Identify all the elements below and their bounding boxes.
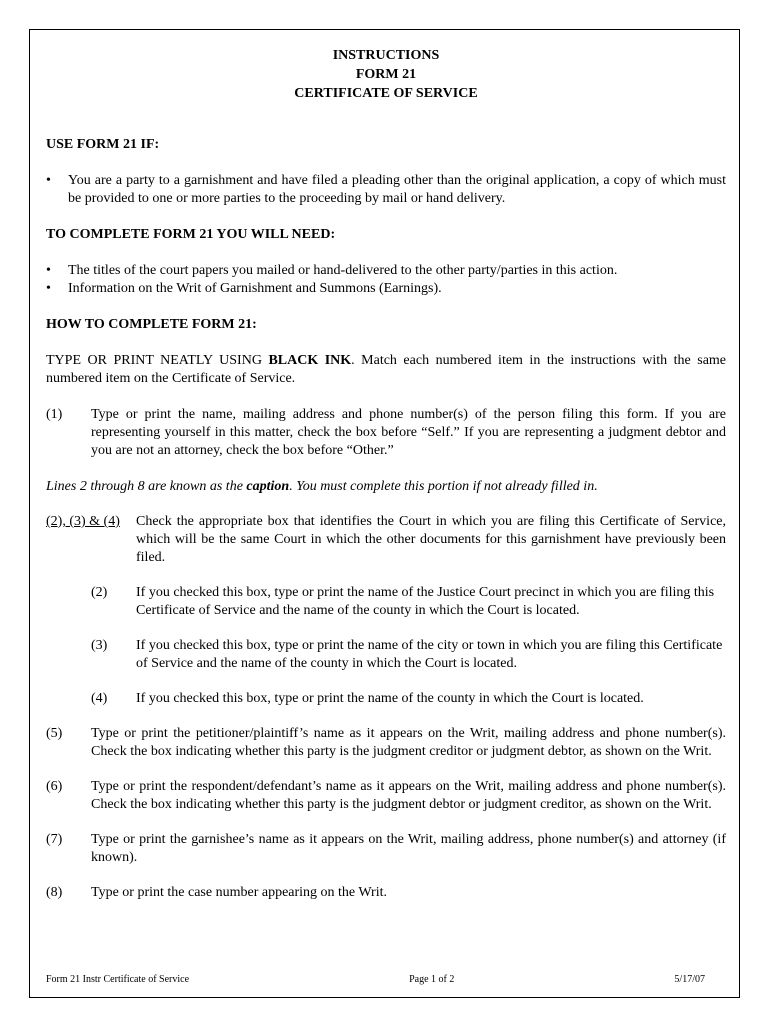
intro-paragraph [46,352,726,388]
list-item [46,280,726,298]
page-footer [46,974,705,985]
caption-note [46,478,726,496]
caption-bold: caption [246,479,290,494]
item-text: If you checked this box, type or print the name of the Justice Court precinct in which you are filing this Certificate of Service and the name of the county in which the Court is located. [136,585,715,618]
item-number: (4) [91,691,108,706]
intro-post: . Match each numbered item in the instructions with the same numbered item on the Certificate of Service. [46,353,727,386]
sub-item-2 [91,584,726,620]
item-number: (7) [46,832,63,847]
heading-will-need: TO COMPLETE FORM 21 YOU WILL NEED: [46,227,336,242]
item-text: If you checked this box, type or print the name of the county in which the Court is located. [136,691,644,706]
item-number: (5) [46,726,63,741]
item-7 [46,831,726,867]
bullet-icon: • [46,281,51,296]
item-text: Type or print the respondent/defendant’s name as it appears on the Writ, mailing address and phone number(s). Check the box indicating whether this party is the judgment debtor or judgment creditor, as shown on the Writ. [91,779,726,812]
item-8 [46,884,726,902]
title-form-name: CERTIFICATE OF SERVICE [294,86,478,101]
intro-black-ink: BLACK INK [268,353,352,368]
item-6 [46,778,726,814]
bullet-text: You are a party to a garnishment and have filed a pleading other than the original application, a copy of which must be provided to one or more parties to the proceeding by mail or hand delivery. [68,173,726,206]
footer-form-label: Form 21 Instr Certificate of Service [46,974,190,985]
caption-post: . You must complete this portion if not already filled in. [289,479,598,494]
item-number: (6) [46,779,63,794]
heading-use-form: USE FORM 21 IF: [46,137,160,152]
item-number: (2), (3) & (4) [46,514,120,529]
title-instructions: INSTRUCTIONS [332,48,440,63]
intro-pre: TYPE OR PRINT NEATLY USING [46,353,269,368]
footer-date: 5/17/07 [674,974,705,985]
heading-how-to: HOW TO COMPLETE FORM 21: [46,317,257,332]
use-form-list [46,172,726,208]
title-form-number: FORM 21 [355,67,417,82]
sub-item-4 [91,690,726,708]
item-number: (8) [46,885,63,900]
item-5 [46,725,726,761]
bullet-icon: • [46,263,51,278]
item-2-3-4 [46,513,726,567]
item-text: Type or print the petitioner/plaintiff’s name as it appears on the Writ, mailing address and phone number(s). Check the box indicating whether this party is the judgment creditor or judgment debtor, as shown on the Writ. [91,726,726,759]
list-item [46,262,726,280]
bullet-text: Information on the Writ of Garnishment and Summons (Earnings). [68,281,442,296]
item-text: Type or print the name, mailing address and phone number(s) of the person filing this form. If you are representing yourself in this matter, check the box before “Self.” If you are representing a judgment debtor and you are not an attorney, check the box before “Other.” [91,407,726,458]
bullet-text: The titles of the court papers you mailed or hand-delivered to the other party/parties in this action. [68,263,618,278]
will-need-list [46,262,726,298]
footer-page-number: Page 1 of 2 [409,974,455,985]
sub-item-3 [91,637,726,673]
item-number: (2) [91,585,108,600]
item-number: (3) [91,638,108,653]
item-number: (1) [46,407,63,422]
item-text: Type or print the case number appearing on the Writ. [91,885,387,900]
item-text: If you checked this box, type or print the name of the city or town in which you are filing this Certificate of Service and the name of the county in which the Court is located. [136,638,723,671]
caption-pre: Lines 2 through 8 are known as the [46,479,247,494]
item-text: Check the appropriate box that identifies the Court in which you are filing this Certificate of Service, which will be the same Court in which the other documents for this garnishment have previously been filed. [136,514,726,565]
item-text: Type or print the garnishee’s name as it appears on the Writ, mailing address, phone number(s) and attorney (if known). [91,832,726,865]
list-item [46,172,726,208]
document-body [46,46,726,902]
bullet-icon: • [46,173,51,188]
item-1 [46,406,726,460]
